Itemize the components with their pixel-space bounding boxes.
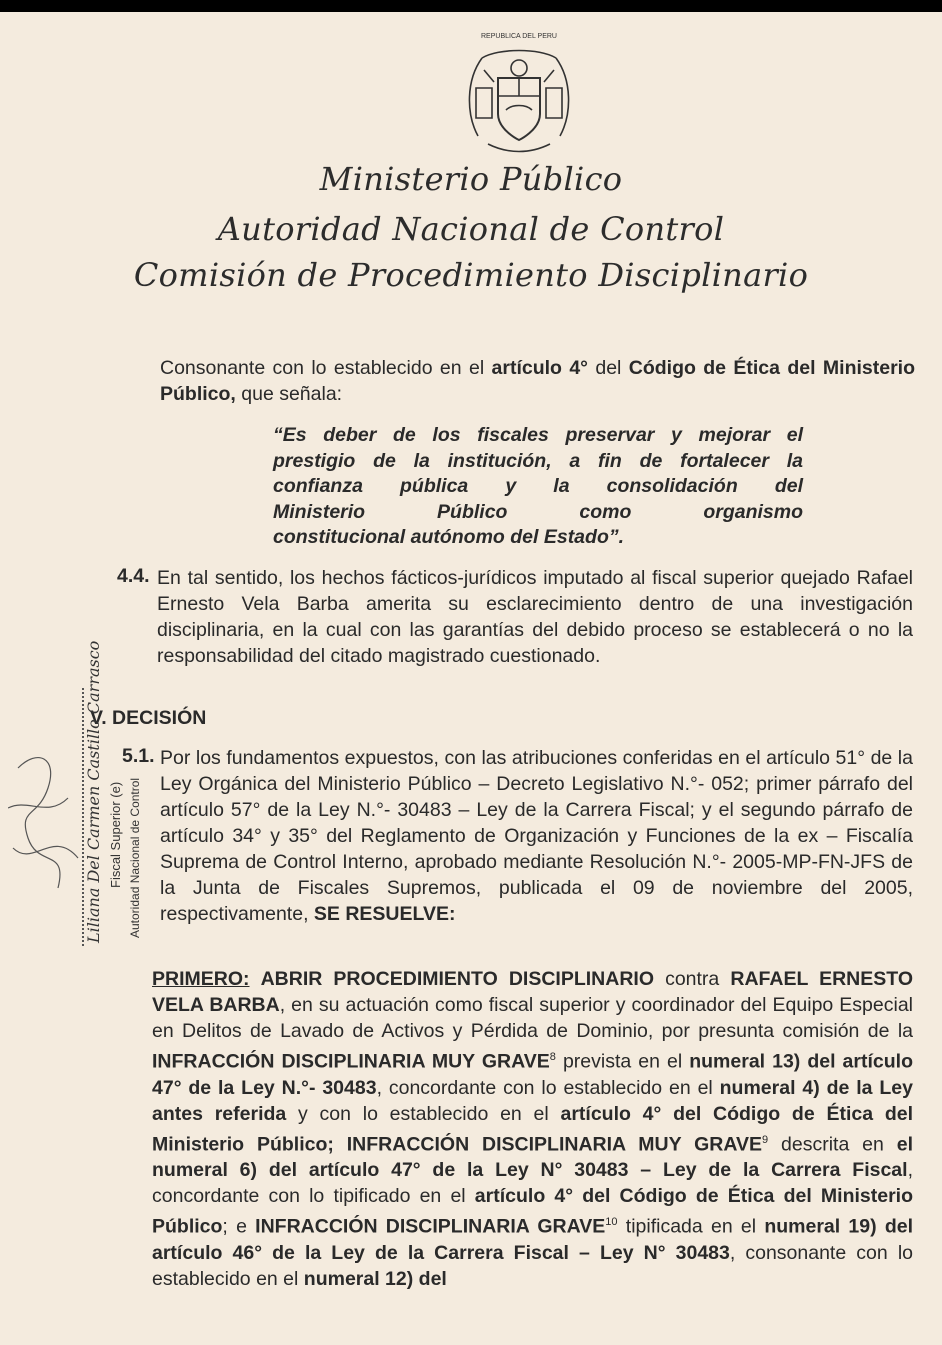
paragraph-number-5-1: 5.1. — [122, 745, 155, 767]
intro-paragraph: Consonante con lo establecido en el artículo 4° del Código de Ética del Ministerio Público, que señala: — [160, 357, 916, 405]
paragraph-number-4-4: 4.4. — [117, 565, 150, 587]
paragraph-5-1: Por los fundamentos expuestos, con las atribuciones conferidas en el artículo 51° de la Ley Orgánica del Ministerio Público – Decreto Legislativo N.°- 052; primer párrafo del artículo 57° de la Ley N.°- 30483 – Ley de la Carrera Fiscal; y el segundo párrafo de artículo 34° y 35° del Reglamento de Organización y Funciones de la ex – Fiscalía Suprema de Control Interno, aprobado mediante Resolución N.°- 2005-MP-FN-JFS de la Junta de Fiscales Supremos, publicada el 09 de noviembre del 2005, respectivamente, SE RESUELVE: — [160, 747, 913, 925]
signer-unit: Autoridad Nacional de Control — [128, 777, 142, 938]
coat-of-arms-seal — [458, 18, 580, 160]
signer-role: Fiscal Superior (e) — [108, 781, 123, 888]
paragraph-4-4: En tal sentido, los hechos fácticos-jurídicos imputado al fiscal superior quejado Rafael Ernesto Vela Barba amerita su esclarecimiento dentro de una investigación disciplinaria, en la cual con las garantías del debido proceso se establecerá o no la responsabilidad del citado magistrado cuestionado. — [157, 567, 913, 667]
header-comision: Comisión de Procedimiento Disciplinario — [133, 256, 809, 294]
top-bar — [0, 0, 942, 12]
signature-stamp — [78, 640, 176, 948]
header-autoridad: Autoridad Nacional de Control — [217, 210, 725, 248]
section-title-decision: V. DECISIÓN — [90, 707, 207, 729]
seal-caption: REPUBLICA DEL PERU — [481, 33, 557, 40]
ethics-quote: “Es deber de los fiscales preservar y mejorar el prestigio de la institución, a fin de fortalecer la confianza pública y la consolidación del Ministerio Público como organismo constitucional autónomo del Estado”. — [273, 424, 803, 548]
signer-name: Liliana Del Carmen Castillo Carrasco — [84, 640, 103, 943]
primero-resolution: PRIMERO: ABRIR PROCEDIMIENTO DISCIPLINARIO contra RAFAEL ERNESTO VELA BARBA, en su actuación como fiscal superior y coordinador del Equipo Especial en Delitos de Lavado de Activos y Pérdida de Dominio, por presunta comisión de la INFRACCIÓN DISCIPLINARIA MUY GRAVE$^8$ prevista en el numeral 13) del artículo 47° de la Ley N.°- 30483, concordante con lo establecido en el numeral 4) de la Ley antes referida y con lo establecido en el artículo 4° del Código de Ética del Ministerio Público; INFRACCIÓN DISCIPLINARIA MUY GRAVE$^9$ descrita en el numeral 6) del artículo 47° de la Ley N° 30483 – Ley de la Carrera Fiscal, concordante con lo tipificado en el artículo 4° del Código de Ética del Ministerio Público; e INFRACCIÓN DISCIPLINARIA GRAVE$^{10}$ tipificada en el numeral 19) del artículo 46° de la Ley de la Carrera Fiscal – Ley N° 30483, consonante con lo establecido en el numeral 12) del — [152, 968, 914, 1290]
header-ministerio: Ministerio Público — [319, 160, 623, 198]
